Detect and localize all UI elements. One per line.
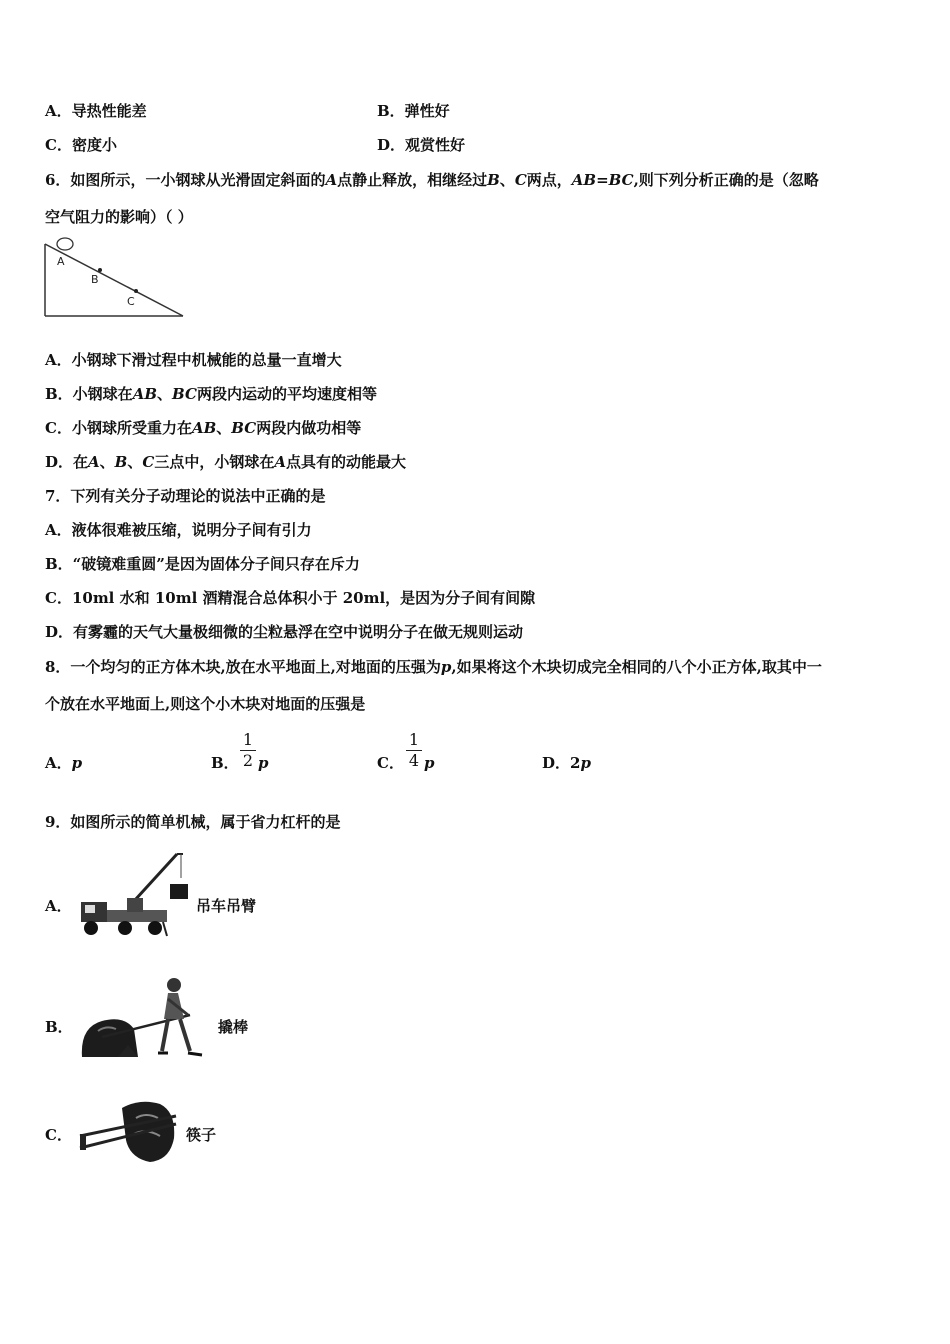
q6-stem-line2: 空气阻力的影响）（ ）: [45, 208, 193, 226]
q6-incline-figure: [43, 236, 185, 320]
q9-option-b-caption: 撬棒: [218, 1018, 249, 1036]
q9-option-a-caption: 吊车吊臂: [196, 897, 257, 915]
q9-option-c-caption: 筷子: [186, 1126, 217, 1144]
q8-option-c-fraction: [406, 731, 422, 770]
q6-option-c: C．小钢球所受重力在AB、BC两段内做功相等: [45, 419, 362, 437]
point-c-dot: [134, 289, 138, 293]
q7-option-c: C．10ml 水和 10ml 酒精混合总体积小于 20ml，是因为分子间有间隙: [45, 589, 536, 607]
label-b: B: [91, 273, 99, 286]
q8-stem-line1: 8．一个均匀的正方体木块,放在水平地面上,对地面的压强为p,如果将这个木块切成完全相同的八个小正方体,取其中一: [45, 658, 822, 676]
fraction-denominator: 2: [242, 751, 254, 770]
steel-ball: [57, 238, 73, 250]
worker-head: [167, 978, 181, 992]
q5-option-c: C．密度小: [45, 136, 117, 154]
q9-option-c-label: C．: [45, 1126, 72, 1144]
q8-option-d: D．2p: [542, 754, 591, 772]
q8-stem-line2: 个放在水平地面上,则这个小木块对地面的压强是: [45, 695, 366, 713]
q8-option-a: A．p: [45, 754, 83, 772]
q6-stem-line1: 6．如图所示，一小钢球从光滑固定斜面的A点静止释放，相继经过B、C两点，AB=BC,则下列分析正确的是（忽略: [45, 171, 819, 189]
q6-option-d: D．在A、B、C三点中，小钢球在A点具有的动能最大: [45, 453, 406, 471]
worker-leg: [162, 1019, 168, 1051]
crowbar-worker-image: [78, 975, 218, 1067]
point-b-dot: [98, 268, 102, 272]
fraction-numerator: 1: [242, 730, 254, 749]
q8-option-b-fraction: [240, 731, 256, 770]
worker-body: [164, 993, 184, 1019]
label-c: C: [127, 295, 135, 308]
q7-option-d: D．有雾霾的天气大量极细微的尘粒悬浮在空中说明分子在做无规则运动: [45, 623, 524, 641]
fraction-numerator: 1: [408, 730, 420, 749]
crane-truck-image: [77, 848, 192, 940]
fraction-denominator: 4: [408, 751, 420, 770]
q6-option-b: B．小钢球在AB、BC两段内运动的平均速度相等: [45, 385, 377, 403]
q9-stem: 9．如图所示的简单机械，属于省力杠杆的是: [45, 813, 341, 831]
q8-option-b-var: p: [258, 754, 269, 772]
label-a: A: [57, 255, 65, 268]
q9-option-a-label: A．: [45, 897, 72, 915]
crane-wheel: [84, 921, 98, 935]
q7-option-a: A．液体很难被压缩，说明分子间有引力: [45, 521, 312, 539]
q8-option-c-var: p: [424, 754, 435, 772]
incline-slope: [45, 244, 183, 316]
q8-option-b-label: B．: [211, 754, 239, 772]
chopsticks-hand-image: [76, 1098, 184, 1166]
crane-load: [170, 884, 188, 899]
q9-option-b-label: B．: [45, 1018, 73, 1036]
q6-option-a: A．小钢球下滑过程中机械能的总量一直增大: [45, 351, 342, 369]
q8-option-c-label: C．: [377, 754, 404, 772]
q7-option-b: B．“破镜难重圆”是因为固体分子间只存在斥力: [45, 555, 360, 573]
q5-option-d: D．观赏性好: [377, 136, 466, 154]
q7-stem: 7．下列有关分子动理论的说法中正确的是: [45, 487, 326, 505]
q5-option-b: B．弹性好: [377, 102, 450, 120]
q5-option-a: A．导热性能差: [45, 102, 147, 120]
